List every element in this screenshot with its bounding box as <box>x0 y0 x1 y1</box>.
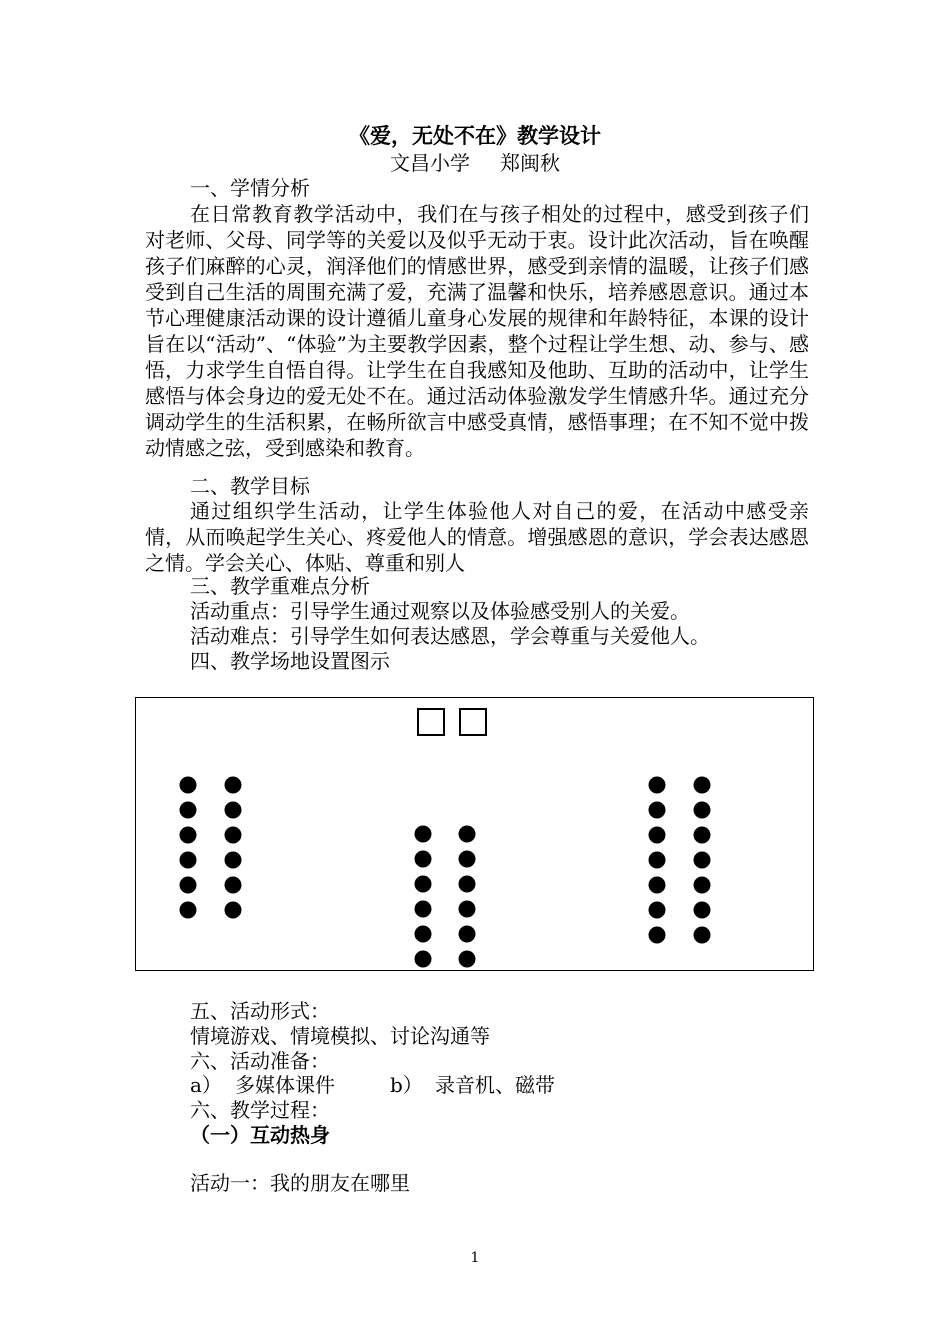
seat-dot <box>694 877 711 894</box>
seat-dot <box>649 802 666 819</box>
seat-dot <box>180 877 197 894</box>
seat-dot <box>649 877 666 894</box>
seat-dot <box>225 852 242 869</box>
seat-dot <box>459 851 476 868</box>
seat-dot <box>415 901 432 918</box>
prep-item-b: 录音机、磁带 <box>435 1073 555 1097</box>
seat-dot <box>649 927 666 944</box>
seat-dot <box>415 826 432 843</box>
section-heading-5: 五、活动形式： <box>190 999 330 1023</box>
section-heading-6: 六、活动准备： <box>190 1049 330 1073</box>
seat-dot <box>694 927 711 944</box>
seat-dot <box>415 951 432 968</box>
prep-item-a-marker: a） <box>190 1073 222 1097</box>
desk-square-left <box>418 709 444 735</box>
seat-dot <box>180 802 197 819</box>
section-2-body: 通过组织学生活动，让学生体验他人对自己的爱，在活动中感受亲情，从而唤起学生关心、疼爱他人的情意。增强感恩的意识，学会表达感恩之情。学会关心、体贴、尊重和别人 <box>145 499 809 575</box>
seat-dot <box>225 777 242 794</box>
seat-dot <box>649 852 666 869</box>
section-1-body: 在日常教育教学活动中，我们在与孩子相处的过程中，感受到孩子们对老师、父母、同学等的关爱以及似乎无动于衷。设计此次活动，旨在唤醒孩子们麻醉的心灵，润泽他们的情感世界，感受到亲情的温暖，让孩子们感受到自己生活的周围充满了爱，充满了温馨和快乐，培养感恩意识。通过本节心理健康活动课的设计遵循儿童身心发展的规律和年龄特征，本课的设计旨在以“活动”、“体验”为主要教学因素，整个过程让学生想、动、参与、感悟，力求学生自悟自得。让学生在自我感知及他助、互助的活动中，让学生感悟与体会身边的爱无处不在。通过活动体验激发学生情感升华。通过充分调动学生的生活积累，在畅所欲言中感受真情，感悟事理；在不知不觉中拨动情感之弦，受到感染和教育。 <box>145 202 809 460</box>
classroom-layout-diagram <box>135 697 814 971</box>
activity-one-title: 活动一：我的朋友在哪里 <box>190 1171 410 1195</box>
seat-dot <box>694 827 711 844</box>
difficult-point: 活动难点：引导学生如何表达感恩，学会尊重与关爱他人。 <box>190 624 710 648</box>
activity-forms: 情境游戏、情境模拟、讨论沟通等 <box>190 1024 490 1048</box>
seat-dot <box>180 777 197 794</box>
seat-dot <box>459 876 476 893</box>
seat-dot <box>459 951 476 968</box>
document-title: 《爱，无处不在》教学设计 <box>349 123 601 148</box>
key-point: 活动重点：引导学生通过观察以及体验感受别人的关爱。 <box>190 599 690 623</box>
seat-dot <box>225 827 242 844</box>
section-heading-7: 六、教学过程： <box>190 1098 330 1122</box>
seat-dot <box>415 851 432 868</box>
desk-square-right <box>460 709 486 735</box>
seat-dot <box>694 777 711 794</box>
subsection-warmup: （一）互动热身 <box>190 1123 330 1147</box>
page-number: 1 <box>470 1250 480 1266</box>
seat-dot <box>649 777 666 794</box>
seat-dot <box>225 802 242 819</box>
author-school: 文昌小学 <box>390 151 470 175</box>
seat-dot <box>459 901 476 918</box>
student-seats <box>180 777 711 968</box>
prep-item-a: 多媒体课件 <box>235 1073 335 1097</box>
seat-dot <box>415 876 432 893</box>
seat-dot <box>180 902 197 919</box>
prep-item-b-marker: b） <box>390 1073 423 1097</box>
layout-svg <box>135 697 814 971</box>
seat-dot <box>459 826 476 843</box>
seat-dot <box>225 902 242 919</box>
seat-dot <box>225 877 242 894</box>
author-line <box>0 150 950 176</box>
seat-dot <box>649 902 666 919</box>
seat-dot <box>694 852 711 869</box>
seat-dot <box>180 852 197 869</box>
section-heading-4: 四、教学场地设置图示 <box>190 649 390 673</box>
section-heading-2: 二、教学目标 <box>190 474 310 498</box>
seat-dot <box>649 827 666 844</box>
seat-dot <box>694 802 711 819</box>
seat-dot <box>694 902 711 919</box>
section-heading-3: 三、教学重难点分析 <box>190 574 370 598</box>
seat-dot <box>180 827 197 844</box>
author-name: 郑闽秋 <box>500 151 560 175</box>
seat-dot <box>459 926 476 943</box>
seat-dot <box>415 926 432 943</box>
section-heading-1: 一、学情分析 <box>190 176 310 200</box>
